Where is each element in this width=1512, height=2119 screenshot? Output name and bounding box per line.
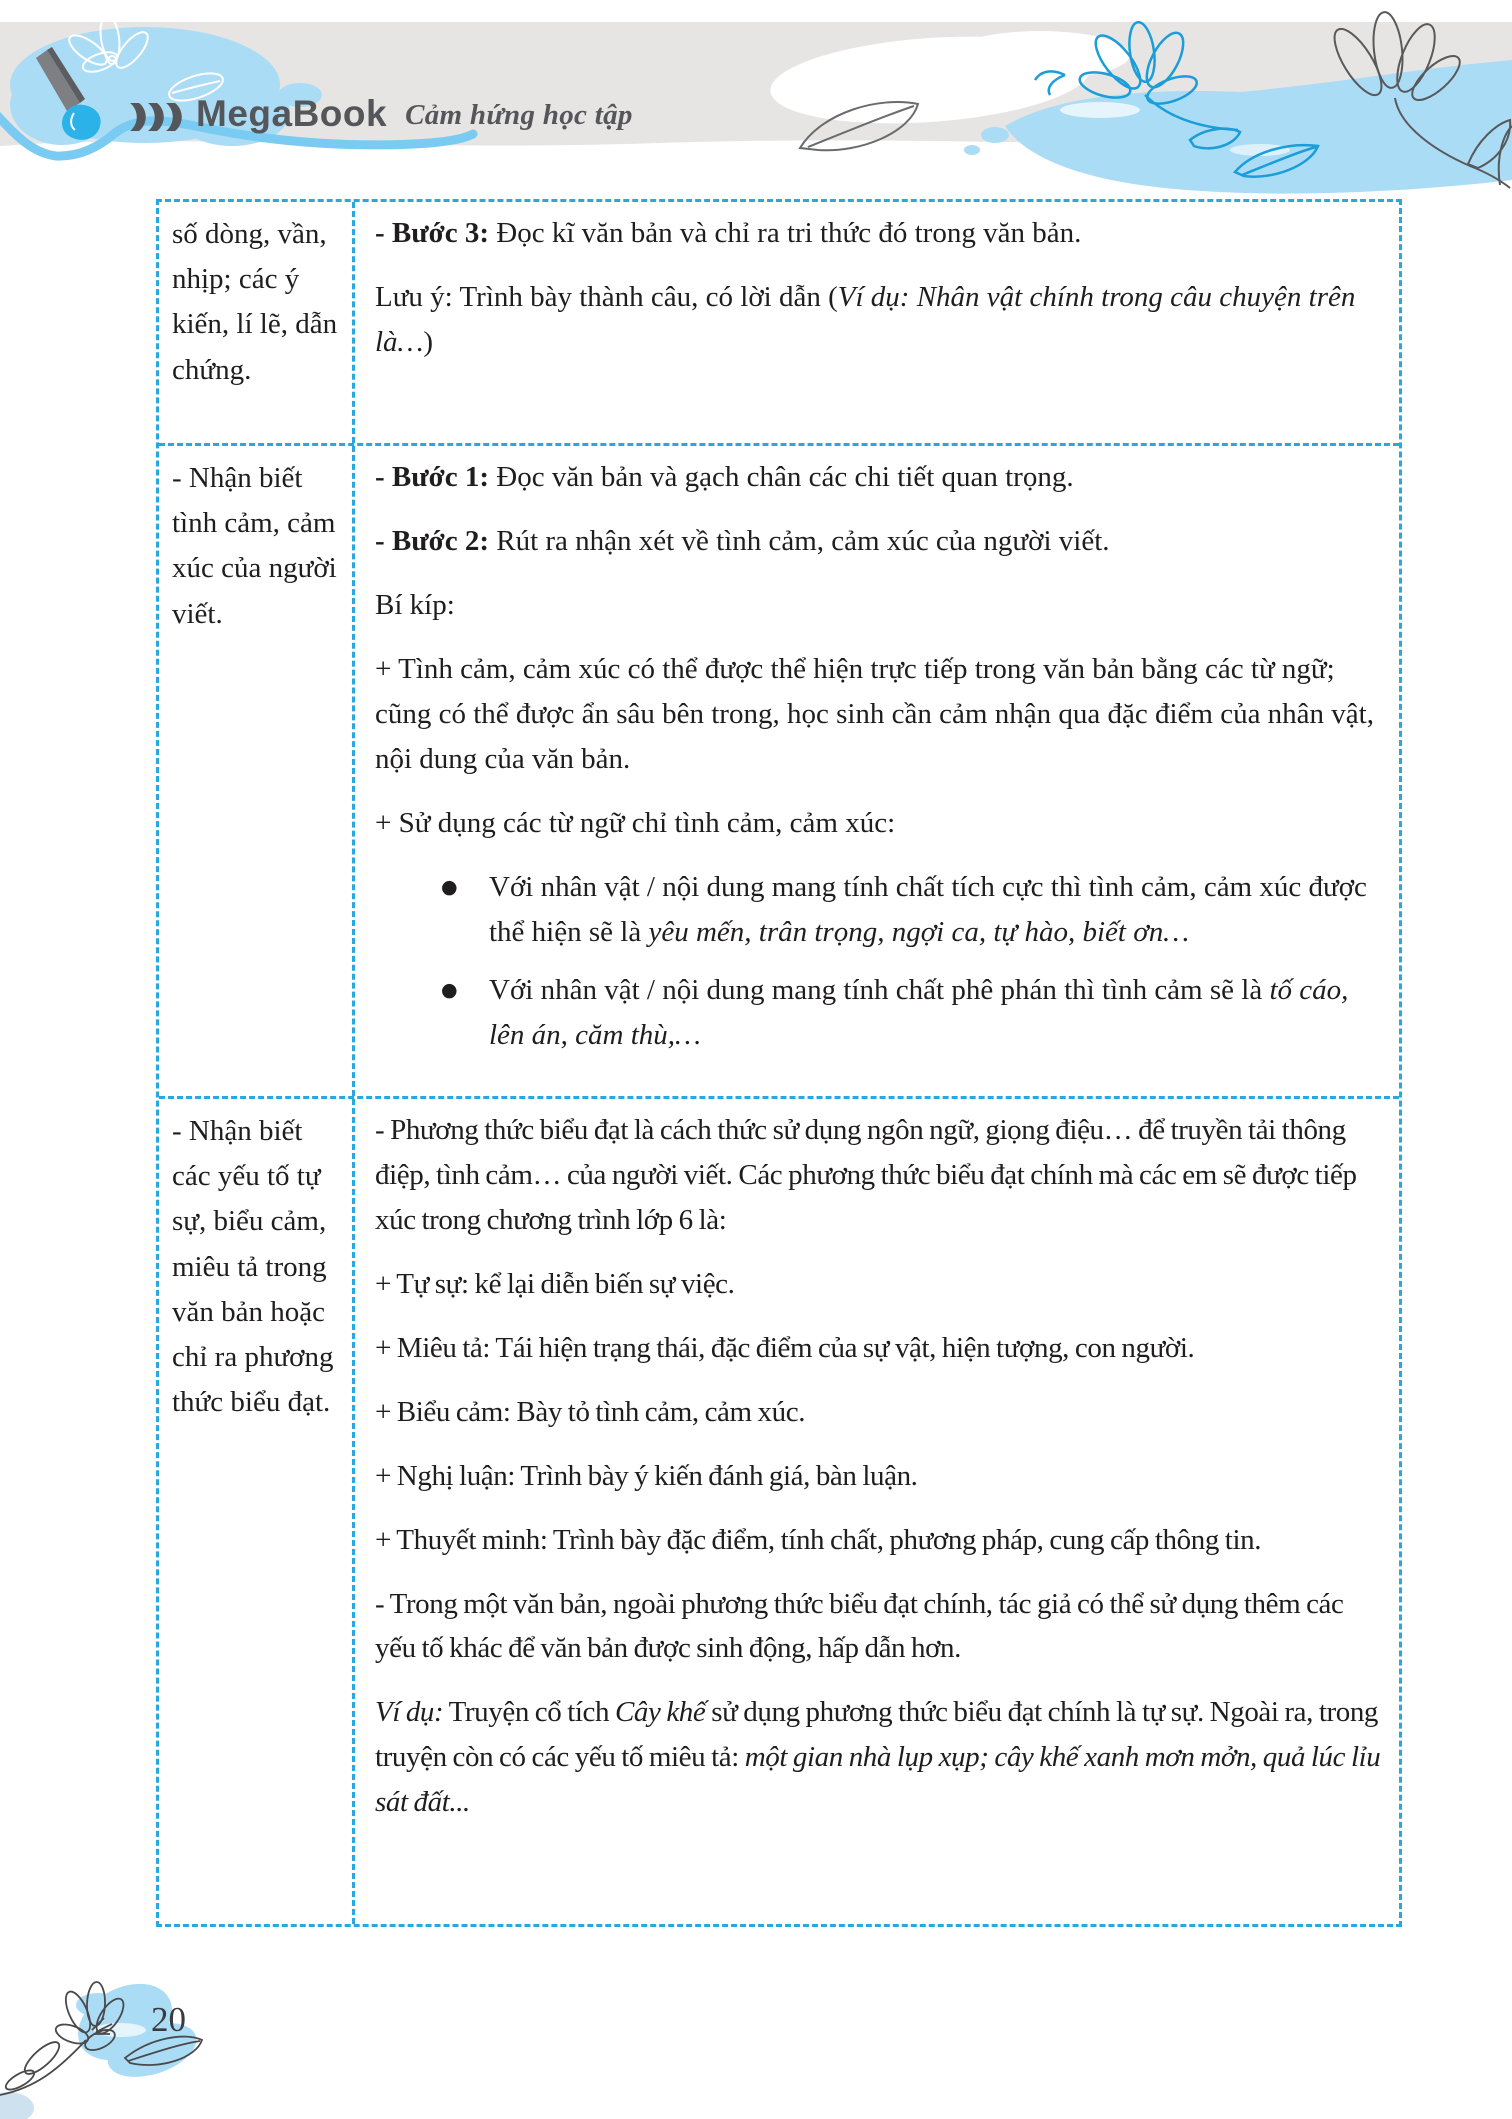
- text-segment: Đọc văn bản và gạch chân các chi tiết quan trọng.: [489, 461, 1074, 493]
- paragraph: [375, 801, 1383, 846]
- brand-name: MegaBook: [196, 93, 388, 134]
- bullet-text: [489, 968, 1383, 1058]
- table-cell-guidance: [355, 202, 1399, 443]
- text-segment: tố cáo, lên án, căm thù,…: [489, 974, 1349, 1052]
- text-segment: Đọc kĩ văn bản và chỉ ra tri thức đó trong văn bản.: [489, 217, 1082, 249]
- text-segment: Ví dụ: Nhân vật chính trong câu chuyện trên là…: [375, 280, 1356, 358]
- paragraph: [375, 1108, 1383, 1243]
- bullet-item: [375, 865, 1383, 955]
- text-segment: Ví dụ:: [375, 1696, 444, 1729]
- bullet-text: [489, 865, 1383, 955]
- text-segment: yêu mến, trân trọng, ngợi ca, tự hào, biết ơn…: [648, 915, 1189, 948]
- paragraph: [375, 583, 1383, 628]
- table-row: [159, 443, 1399, 1096]
- paragraph: [375, 647, 1383, 782]
- table-row: [159, 202, 1399, 443]
- text-segment: + Biểu cảm: Bày tỏ tình cảm, cảm xúc.: [375, 1395, 806, 1428]
- text-segment: Với nhân vật / nội dung mang tính chất phê phán thì tình cảm sẽ là: [489, 974, 1270, 1007]
- paragraph: [375, 1326, 1383, 1371]
- text-segment: Lưu ý: Trình bày thành câu, có lời dẫn (: [375, 280, 838, 313]
- text-segment: + Thuyết minh: Trình bày đặc điểm, tính chất, phương pháp, cung cấp thông tin.: [375, 1523, 1262, 1556]
- table-cell-requirement: - Nhận biết tình cảm, cảm xúc của người viết.: [159, 446, 355, 1096]
- text-segment: Truyện cổ tích: [443, 1696, 615, 1729]
- text-segment: ): [423, 325, 434, 358]
- paragraph: [375, 1262, 1383, 1307]
- paragraph: [375, 1518, 1383, 1563]
- bullet-marker-icon: ●: [441, 875, 458, 898]
- text-segment: sử dụng phương thức biểu đạt chính là tự sự. Ngoài ra, trong truyện còn có các yếu tố miêu tả:: [375, 1696, 1379, 1774]
- bullet-item: [375, 968, 1383, 1058]
- footer-decoration: [0, 1960, 520, 2119]
- text-segment: Cây khế: [614, 1696, 706, 1729]
- paragraph: [375, 211, 1383, 256]
- text-segment: + Tự sự: kể lại diễn biến sự việc.: [375, 1267, 735, 1300]
- megabook-logo: [128, 92, 633, 132]
- brand-tagline: Cảm hứng học tập: [405, 99, 633, 131]
- table-cell-guidance: [355, 446, 1399, 1096]
- page-number: 20: [151, 2000, 186, 2039]
- text-segment: Bí kíp:: [375, 588, 455, 621]
- text-segment: - Trong một văn bản, ngoài phương thức biểu đạt chính, tác giả có thể sử dụng thêm các yếu tố khác để văn bản được sinh động, hấp dẫn hơn.: [375, 1587, 1344, 1665]
- table-cell-requirement: số dòng, vần, nhịp; các ý kiến, lí lẽ, dẫn chứng.: [159, 202, 355, 443]
- text-segment: + Tình cảm, cảm xúc có thể được thể hiện trực tiếp trong văn bản bằng các từ ngữ; cũng có thể được ẩn sâu bên trong, học sinh cần cảm nhận qua đặc điểm của nhân vật, nội dung của văn bản.: [375, 652, 1374, 775]
- paragraph: [375, 275, 1383, 365]
- paragraph: [375, 1454, 1383, 1499]
- text-segment: một gian nhà lụp xụp; cây khế xanh mơn mởn, quả lúc lỉu sát đất...: [375, 1741, 1381, 1819]
- table-cell-requirement: - Nhận biết các yếu tố tự sự, biểu cảm, miêu tả trong văn bản hoặc chỉ ra phương thức biểu đạt.: [159, 1099, 355, 1924]
- bullet-marker-icon: ●: [441, 979, 458, 1002]
- logo-marks-icon: [128, 102, 186, 132]
- text-segment: - Bước 3:: [375, 217, 489, 249]
- text-segment: + Nghị luận: Trình bày ý kiến đánh giá, bàn luận.: [375, 1459, 918, 1492]
- text-segment: Với nhân vật / nội dung mang tính chất tích cực thì tình cảm, cảm xúc được thể hiện sẽ là: [489, 870, 1367, 948]
- table-row: [159, 1096, 1399, 1924]
- text-segment: Rút ra nhận xét về tình cảm, cảm xúc của người viết.: [489, 524, 1110, 557]
- text-segment: - Bước 2:: [375, 524, 489, 557]
- corner-splash: [0, 2092, 34, 2119]
- table-cell-guidance: [355, 1099, 1399, 1924]
- paragraph: [375, 1390, 1383, 1435]
- paragraph: [375, 1582, 1383, 1672]
- content-table: [156, 199, 1402, 1927]
- paragraph: [375, 519, 1383, 564]
- text-segment: + Miêu tả: Tái hiện trạng thái, đặc điểm của sự vật, hiện tượng, con người.: [375, 1331, 1195, 1364]
- text-segment: - Bước 1:: [375, 461, 489, 493]
- text-segment: - Phương thức biểu đạt là cách thức sử dụng ngôn ngữ, giọng điệu… để truyền tải thông điệp, tình cảm… của người viết. Các phương thức biểu đạt chính mà các em sẽ được tiếp xúc trong chương trình lớp 6 là:: [375, 1114, 1357, 1236]
- text-segment: + Sử dụng các từ ngữ chỉ tình cảm, cảm xúc:: [375, 806, 896, 839]
- paragraph: [375, 1690, 1383, 1825]
- paragraph: [375, 455, 1383, 500]
